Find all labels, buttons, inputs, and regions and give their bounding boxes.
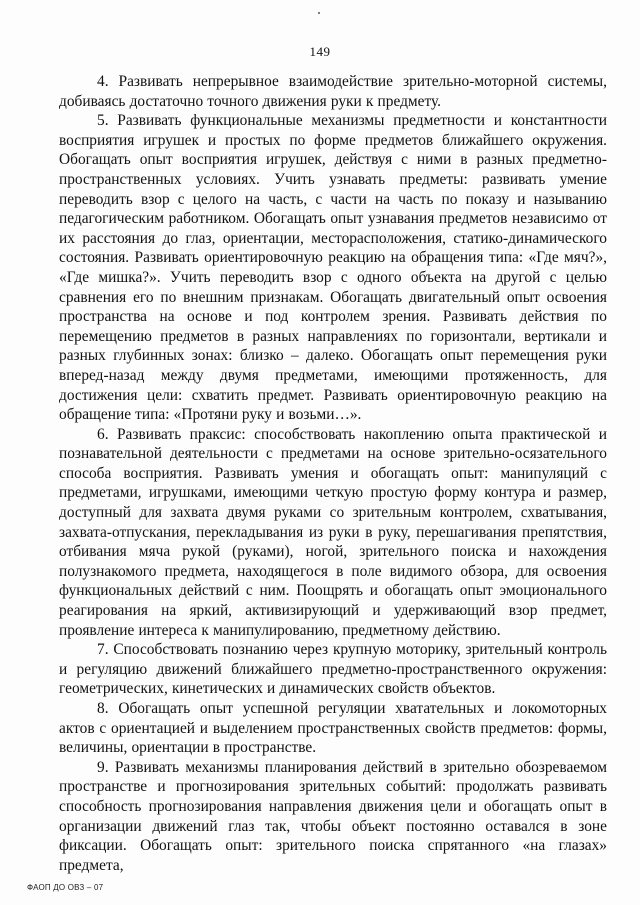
paragraph-item-5: 5. Развивать функциональные механизмы предметности и константности восприятия игрушек и простых по форме предметов ближайшего окружения. Обогащать опыт восприятия игрушек, действуя с ними в разных предметно-пространственных условиях. Учить узнавать предметы: развивать умение переводить взор с целого на часть, с части на часть по показу и называнию педагогическим работником. Обогащать опыт узнавания предметов независимо от их расстояния до глаз, ориентации, месторасположения, статико-динамического состояния. Развивать ориентировочную реакцию на обращения типа: «Где мяч?», «Где мишка?». Учить переводить взор с одного объекта на другой с целью сравнения его по внешним признакам. Обогащать двигательный опыт освоения пространства на основе и под контролем зрения. Развивать действия по перемещению предметов в разных направлениях по горизонтали, вертикали и разных глубинных зонах: близко – далеко. Обогащать опыт перемещения руки вперед-назад между двумя предметами, имеющими протяженность, для достижения цели: схватить предмет. Развивать ориентировочную реакцию на обращение типа: «Протяни руку и возьми…».	[59, 112, 607, 424]
paragraph-item-7: 7. Способствовать познанию через крупную моторику, зрительный контроль и регуляцию движений ближайшего предметно-пространственного окружения: геометрических, кинетических и динамических свойств объектов.	[59, 641, 607, 698]
paragraph-item-8: 8. Обогащать опыт успешной регуляции хватательных и локомоторных актов с ориентацией и выделением пространственных свойств предметов: формы, величины, ориентации в пространстве.	[59, 700, 607, 757]
paragraph-item-6: 6. Развивать праксис: способствовать накоплению опыта практической и познавательной деятельности с предметами на основе зрительно-осязательного способа восприятия. Развивать умения и обогащать опыт: манипуляций с предметами, игрушками, имеющими четкую простую форму контура и размер, доступный для захвата двумя руками со зрительным контролем, схватывания, захвата-отпускания, перекладывания из руки в руку, перешагивания препятствия, отбивания мяча рукой (руками), ногой, зрительного поиска и нахождения полузнакомого предмета, находящегося в поле видимого обзора, для освоения функциональных действий с ним. Поощрять и обогащать опыт эмоционального реагирования на яркий, активизирующий и удерживающий взор предмет, проявление интереса к манипулированию, предметному действию.	[59, 425, 607, 639]
document-body	[59, 72, 607, 875]
paragraph-item-9: 9. Развивать механизмы планирования действий в зрительно обозреваемом пространстве и прогнозирования зрительных событий: продолжать развивать способность прогнозирования направления движения цели и обогащать опыт в организации движений глаз так, чтобы объект постоянно оставался в зоне фиксации. Обогащать опыт: зрительного поиска спрятанного «на глазах» предмета,	[59, 758, 607, 874]
paragraph-item-4: 4. Развивать непрерывное взаимодействие зрительно-моторной системы, добиваясь достаточно точного движения руки к предмету.	[59, 73, 607, 110]
document-footer: ФАОП ДО ОВЗ – 07	[27, 883, 104, 892]
scan-speck	[318, 12, 320, 14]
page-number: 149	[309, 44, 331, 59]
